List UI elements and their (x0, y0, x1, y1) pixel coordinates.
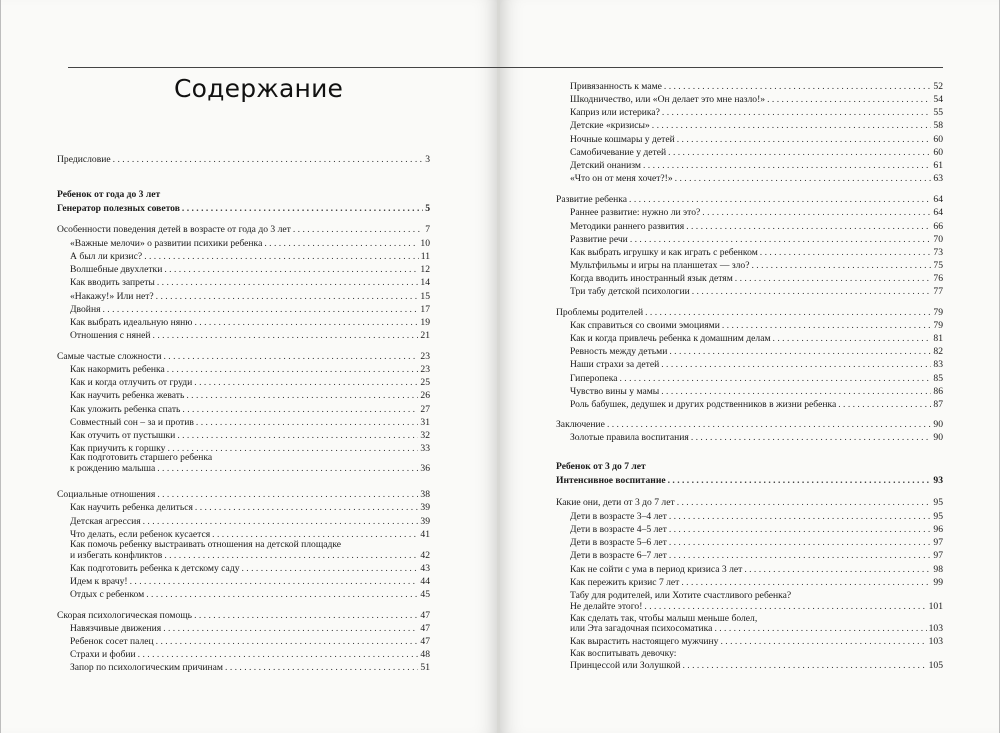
toc-page-number: 39 (420, 502, 430, 513)
toc-entry-label: Ночные кошмары у детей (570, 134, 675, 145)
toc-entry-label: Роль бабушек, дедушек и других родственников в жизни ребенка (570, 399, 837, 410)
toc-entry-label: Социальные отношения (57, 489, 156, 500)
toc-entry (570, 159, 943, 173)
toc-entry-label: Привязанность к маме (570, 81, 662, 92)
toc-entry-label: Интенсивное воспитание (556, 475, 666, 486)
toc-entry-label: к рождению малыша (70, 463, 156, 474)
dot-leader (669, 536, 932, 550)
toc-page-number: 87 (933, 399, 943, 410)
toc-entry-label: Как научить ребенка жевать (70, 390, 185, 401)
toc-entry (70, 562, 430, 576)
toc-entry (70, 549, 430, 563)
dot-leader (767, 93, 931, 107)
toc-entry (570, 536, 943, 550)
toc-page-number: 14 (420, 277, 430, 288)
toc-entry-label: Как подготовить ребенка к детскому саду (70, 563, 240, 574)
toc-entry (70, 250, 430, 264)
dot-leader (153, 329, 419, 343)
toc-entry-label: Как вырастить настоящего мужчину (570, 636, 719, 647)
toc-entry (570, 133, 943, 147)
toc-entry-label: Дети в возрасте 6–7 лет (570, 550, 667, 561)
left-edge (0, 0, 1, 733)
dot-leader (682, 659, 926, 673)
toc-entry (570, 431, 943, 445)
dot-leader (630, 233, 932, 247)
toc-entry-label: А был ли кризис? (70, 251, 143, 262)
dot-leader (662, 106, 931, 120)
toc-entry-label: Двойня (70, 304, 101, 315)
toc-entry (70, 575, 430, 589)
toc-entry (70, 501, 430, 515)
dot-leader (661, 358, 931, 372)
toc-entry (570, 172, 943, 186)
dot-leader (157, 462, 418, 476)
toc-entry (556, 193, 943, 207)
toc-entry-label: Детская агрессия (70, 516, 141, 527)
toc-page-number: 36 (420, 463, 430, 474)
toc-page-number: 99 (933, 577, 943, 588)
toc-page-number: 101 (928, 601, 943, 612)
toc-entry-label: Мультфильмы и игры на планшетах — зло? (570, 260, 750, 271)
dot-leader (677, 133, 932, 147)
dot-leader (103, 303, 419, 317)
toc-page-number: 60 (933, 134, 943, 145)
dot-leader (714, 622, 926, 636)
dot-leader (669, 549, 932, 563)
toc-page-number: 75 (933, 260, 943, 271)
toc-page-number: 5 (425, 203, 430, 214)
toc-entry (570, 385, 943, 399)
toc-entry (57, 202, 430, 216)
toc-entry (570, 233, 943, 247)
toc-entry-label: Как приучить к горшку (70, 443, 166, 454)
dot-leader (186, 389, 418, 403)
toc-entry (570, 80, 943, 94)
toc-entry (70, 237, 430, 251)
toc-entry (570, 563, 943, 577)
toc-entry-label: Как воспитывать девочку: (570, 648, 677, 659)
toc-entry (570, 358, 943, 372)
toc-page-number: 58 (933, 120, 943, 131)
toc-entry (57, 350, 430, 364)
toc-entry (70, 416, 430, 430)
toc-page-number: 23 (420, 364, 430, 375)
toc-entry (570, 523, 943, 537)
toc-page-number: 90 (933, 419, 943, 430)
toc-entry (570, 272, 943, 286)
toc-entry-label: Ребенок сосет палец (70, 636, 154, 647)
toc-entry-label: Как справиться со своими эмоциями (570, 320, 720, 331)
toc-page-number: 60 (933, 147, 943, 158)
toc-entry-label: Как отучить от пустышки (70, 430, 176, 441)
dot-leader (156, 635, 419, 649)
dot-leader (167, 363, 419, 377)
toc-entry (556, 474, 943, 488)
toc-entry (70, 515, 430, 529)
toc-entry-label: Отдых с ребенком (70, 589, 145, 600)
toc-page-number: 47 (420, 623, 430, 634)
dot-leader (720, 635, 926, 649)
toc-entry (70, 462, 430, 476)
toc-entry-label: Раннее развитие: нужно ли это? (570, 207, 701, 218)
toc-entry (570, 622, 943, 636)
toc-page-number: 95 (933, 497, 943, 508)
toc-page-number: 45 (420, 589, 430, 600)
toc-entry (70, 429, 430, 443)
toc-entry (570, 93, 943, 107)
toc-entry (70, 263, 430, 277)
toc-entry-label: Предисловие (57, 154, 111, 165)
toc-page-number: 81 (933, 333, 943, 344)
toc-entry (70, 316, 430, 330)
dot-leader (163, 622, 418, 636)
toc-page-number: 55 (933, 107, 943, 118)
toc-entry (570, 398, 943, 412)
toc-page-number: 105 (928, 660, 943, 671)
toc-entry-label: Наши страхи за детей (570, 359, 660, 370)
toc-page-number: 38 (420, 489, 430, 500)
toc-page-number: 26 (420, 390, 430, 401)
toc-entry-label: Проблемы родителей (556, 307, 644, 318)
toc-entry-label: Развитие речи (570, 234, 628, 245)
toc-page-number: 90 (933, 432, 943, 443)
toc-entry-label: Навязчивые движения (70, 623, 162, 634)
right-page (500, 0, 1000, 733)
toc-page-number: 10 (420, 238, 430, 249)
toc-entry (57, 609, 430, 623)
toc-entry-label: Заключение (556, 419, 605, 430)
dot-leader (113, 153, 424, 167)
toc-page-number: 79 (933, 307, 943, 318)
toc-page-number: 33 (420, 443, 430, 454)
toc-entry-label: Страхи и фобии (70, 649, 136, 660)
toc-entry-label: Детский онанизм (570, 160, 641, 171)
toc-page-number: 70 (933, 234, 943, 245)
toc-entry-label: Как накормить ребенка (70, 364, 165, 375)
toc-entry-label: Как сделать так, чтобы малыш меньше болел, (570, 613, 758, 624)
dot-leader (130, 575, 419, 589)
dot-leader (146, 588, 418, 602)
toc-entry (57, 188, 160, 202)
toc-entry-label: Самобичевание у детей (570, 147, 667, 158)
toc-entry-label: Как вводить запреты (70, 277, 155, 288)
toc-page-number: 85 (933, 373, 943, 384)
toc-page-number: 17 (420, 304, 430, 315)
toc-page-number: 25 (420, 377, 430, 388)
toc-page-number: 54 (933, 94, 943, 105)
toc-entry-label: Не делайте этого! (570, 601, 643, 612)
toc-entry-label: Чувство вины у мамы (570, 386, 660, 397)
toc-entry (570, 206, 943, 220)
toc-entry-label: Ребенок от 3 до 7 лет (556, 461, 646, 472)
toc-page-number: 3 (425, 154, 430, 165)
toc-entry-label: Как научить ребенка делиться (70, 502, 193, 513)
toc-page-number: 73 (933, 247, 943, 258)
toc-entry-label: Что делать, если ребенок кусается (70, 529, 211, 540)
toc-entry-label: Детские «кризисы» (570, 120, 650, 131)
toc-entry-label: Как помочь ребенку выстраивать отношения на детской площадке (70, 539, 342, 550)
toc-entry-label: Как уложить ребенка спать (70, 404, 181, 415)
dot-leader (692, 285, 932, 299)
toc-page-number: 76 (933, 273, 943, 284)
toc-entry-label: Самые частые сложности (57, 351, 162, 362)
dot-leader (751, 259, 931, 273)
toc-entry (70, 661, 430, 675)
toc-page-number: 82 (933, 346, 943, 357)
toc-page-number: 32 (420, 430, 430, 441)
dot-leader (156, 290, 419, 304)
toc-entry-label: Шкодничество, или «Он делает это мне назло!» (570, 94, 766, 105)
toc-entry-label: Как пережить кризис 7 лет (570, 577, 680, 588)
toc-page-number: 97 (933, 550, 943, 561)
dot-leader (619, 372, 931, 386)
toc-entry-label: Ребенок от года до 3 лет (57, 189, 161, 200)
toc-entry (570, 510, 943, 524)
dot-leader (691, 431, 932, 445)
toc-entry-label: Как и когда отлучить от груди (70, 377, 193, 388)
dot-leader (163, 350, 418, 364)
toc-entry-label: Методики раннего развития (570, 221, 685, 232)
toc-page-number: 64 (933, 194, 943, 205)
dot-leader (773, 332, 932, 346)
top-rule (68, 67, 943, 68)
toc-entry-label: Как выбрать игрушку и как играть с ребенком (570, 247, 758, 258)
dot-leader (677, 496, 932, 510)
toc-page-number: 48 (420, 649, 430, 660)
toc-page-number: 96 (933, 524, 943, 535)
toc-page-number: 93 (933, 475, 943, 486)
toc-entry (70, 622, 430, 636)
toc-entry-label: Как подготовить старшего ребенка (70, 452, 213, 463)
toc-entry (70, 588, 430, 602)
dot-leader (702, 206, 931, 220)
dot-leader (652, 119, 932, 133)
toc-entry (556, 496, 943, 510)
toc-entry (570, 345, 943, 359)
toc-entry (70, 329, 430, 343)
toc-page-number: 47 (420, 636, 430, 647)
toc-page-number: 79 (933, 320, 943, 331)
toc-entry (570, 220, 943, 234)
toc-entry-label: «Важные мелочи» о развитии психики ребенка (70, 238, 263, 249)
toc-page-number: 27 (420, 404, 430, 415)
toc-page-number: 52 (933, 81, 943, 92)
toc-page-number: 83 (933, 359, 943, 370)
toc-title: Содержание (174, 74, 344, 103)
toc-entry (570, 246, 943, 260)
toc-page-number: 15 (420, 291, 430, 302)
toc-page-number: 7 (425, 224, 430, 235)
dot-leader (225, 661, 418, 675)
dot-leader (838, 398, 931, 412)
toc-entry (70, 290, 430, 304)
dot-leader (744, 563, 931, 577)
dot-leader (264, 237, 418, 251)
toc-entry-label: Волшебные двухлетки (70, 264, 163, 275)
toc-entry (556, 306, 943, 320)
dot-leader (194, 609, 418, 623)
toc-page-number: 51 (420, 662, 430, 673)
toc-entry (70, 276, 430, 290)
toc-entry-label: Генератор полезных советов (57, 203, 180, 214)
toc-page-number: 66 (933, 221, 943, 232)
toc-entry (570, 372, 943, 386)
toc-entry-label: Отношения с няней (70, 330, 151, 341)
toc-entry (70, 303, 430, 317)
dot-leader (681, 576, 931, 590)
toc-page-number: 95 (933, 511, 943, 522)
dot-leader (675, 172, 932, 186)
toc-entry (570, 285, 943, 299)
dot-leader (668, 146, 931, 160)
toc-entry-label: Идем к врачу! (70, 576, 128, 587)
dot-leader (661, 385, 931, 399)
dot-leader (164, 549, 418, 563)
toc-page-number: 12 (420, 264, 430, 275)
toc-entry-label: Совместный сон – за и против (70, 417, 194, 428)
toc-page-number: 11 (420, 251, 430, 262)
toc-page-number: 41 (420, 529, 430, 540)
toc-entry-label: «Что он от меня хочет?!» (570, 173, 673, 184)
toc-entry-label: Табу для родителей, или Хотите счастливого ребенка? (570, 590, 792, 601)
toc-entry-label: или Эта загадочная психосоматика (570, 623, 713, 634)
dot-leader (645, 306, 931, 320)
dot-leader (669, 345, 931, 359)
toc-entry (570, 319, 943, 333)
dot-leader (164, 263, 418, 277)
dot-leader (242, 562, 419, 576)
toc-entry-label: Принцессой или Золушкой (570, 660, 681, 671)
toc-entry (570, 332, 943, 346)
dot-leader (722, 319, 932, 333)
dot-leader (182, 202, 423, 216)
toc-page-number: 43 (420, 563, 430, 574)
toc-page-number: 98 (933, 564, 943, 575)
toc-entry (70, 403, 430, 417)
toc-entry (57, 488, 430, 502)
toc-entry (556, 418, 943, 432)
toc-entry (570, 146, 943, 160)
dot-leader (157, 276, 419, 290)
toc-entry (570, 659, 943, 673)
toc-page-number: 44 (420, 576, 430, 587)
toc-entry (70, 376, 430, 390)
toc-entry-label: Когда вводить иностранный язык детям (570, 273, 733, 284)
toc-page-number: 61 (933, 160, 943, 171)
toc-entry-label: Три табу детской психологии (570, 286, 690, 297)
toc-page-number: 21 (420, 330, 430, 341)
toc-entry (70, 635, 430, 649)
dot-leader (195, 501, 419, 515)
toc-page-number: 42 (420, 550, 430, 561)
toc-entry (556, 460, 646, 474)
toc-page-number: 31 (420, 417, 430, 428)
dot-leader (664, 80, 932, 94)
dot-leader (607, 418, 931, 432)
toc-entry (70, 363, 430, 377)
toc-entry-label: Гиперопека (570, 373, 618, 384)
dot-leader (157, 488, 418, 502)
toc-entry (70, 648, 430, 662)
toc-page-number: 86 (933, 386, 943, 397)
dot-leader (669, 510, 932, 524)
left-page (0, 0, 498, 733)
toc-entry-label: Дети в возрасте 3–4 лет (570, 511, 667, 522)
toc-entry-label: «Накажу!» Или нет? (70, 291, 154, 302)
toc-entry-label: Золотые правила воспитания (570, 432, 689, 443)
dot-leader (686, 220, 931, 234)
toc-page-number: 103 (928, 636, 943, 647)
toc-entry-label: Какие они, дети от 3 до 7 лет (556, 497, 675, 508)
dot-leader (194, 316, 418, 330)
toc-entry (570, 549, 943, 563)
toc-page-number: 47 (420, 610, 430, 621)
toc-entry (57, 223, 430, 237)
dot-leader (144, 250, 419, 264)
toc-entry-label: Как и когда привлечь ребенка к домашним делам (570, 333, 771, 344)
toc-entry (570, 119, 943, 133)
dot-leader (629, 193, 931, 207)
dot-leader (760, 246, 932, 260)
toc-page-number: 103 (928, 623, 943, 634)
toc-page-number: 23 (420, 351, 430, 362)
dot-leader (668, 474, 932, 488)
dot-leader (177, 429, 418, 443)
toc-entry (570, 576, 943, 590)
toc-entry-label: Дети в возрасте 5–6 лет (570, 537, 667, 548)
dot-leader (669, 523, 932, 537)
toc-page-number: 64 (933, 207, 943, 218)
toc-entry (57, 153, 430, 167)
dot-leader (293, 223, 423, 237)
toc-entry-label: Как не сойти с ума в период кризиса 3 лет (570, 564, 743, 575)
dot-leader (643, 159, 931, 173)
dot-leader (182, 403, 418, 417)
dot-leader (143, 515, 419, 529)
toc-page-number: 63 (933, 173, 943, 184)
toc-page-number: 77 (933, 286, 943, 297)
toc-entry (570, 106, 943, 120)
toc-entry-label: Развитие ребенка (556, 194, 628, 205)
toc-entry (70, 389, 430, 403)
dot-leader (196, 416, 418, 430)
toc-entry-label: Дети в возрасте 4–5 лет (570, 524, 667, 535)
toc-page-number: 39 (420, 516, 430, 527)
toc-entry-label: Как выбрать идеальную няню (70, 317, 193, 328)
toc-entry-label: Каприз или истерика? (570, 107, 660, 118)
dot-leader (194, 376, 418, 390)
toc-entry (570, 259, 943, 273)
dot-leader (735, 272, 932, 286)
toc-entry-label: Скорая психологическая помощь (57, 610, 193, 621)
toc-entry-label: Ревность между детьми (570, 346, 668, 357)
toc-entry-label: Запор по психологическим причинам (70, 662, 224, 673)
toc-page-number: 19 (420, 317, 430, 328)
toc-entry-label: и избегать конфликтов (70, 550, 163, 561)
toc-entry-label: Особенности поведения детей в возрасте от года до 3 лет (57, 224, 291, 235)
dot-leader (138, 648, 419, 662)
toc-page-number: 97 (933, 537, 943, 548)
